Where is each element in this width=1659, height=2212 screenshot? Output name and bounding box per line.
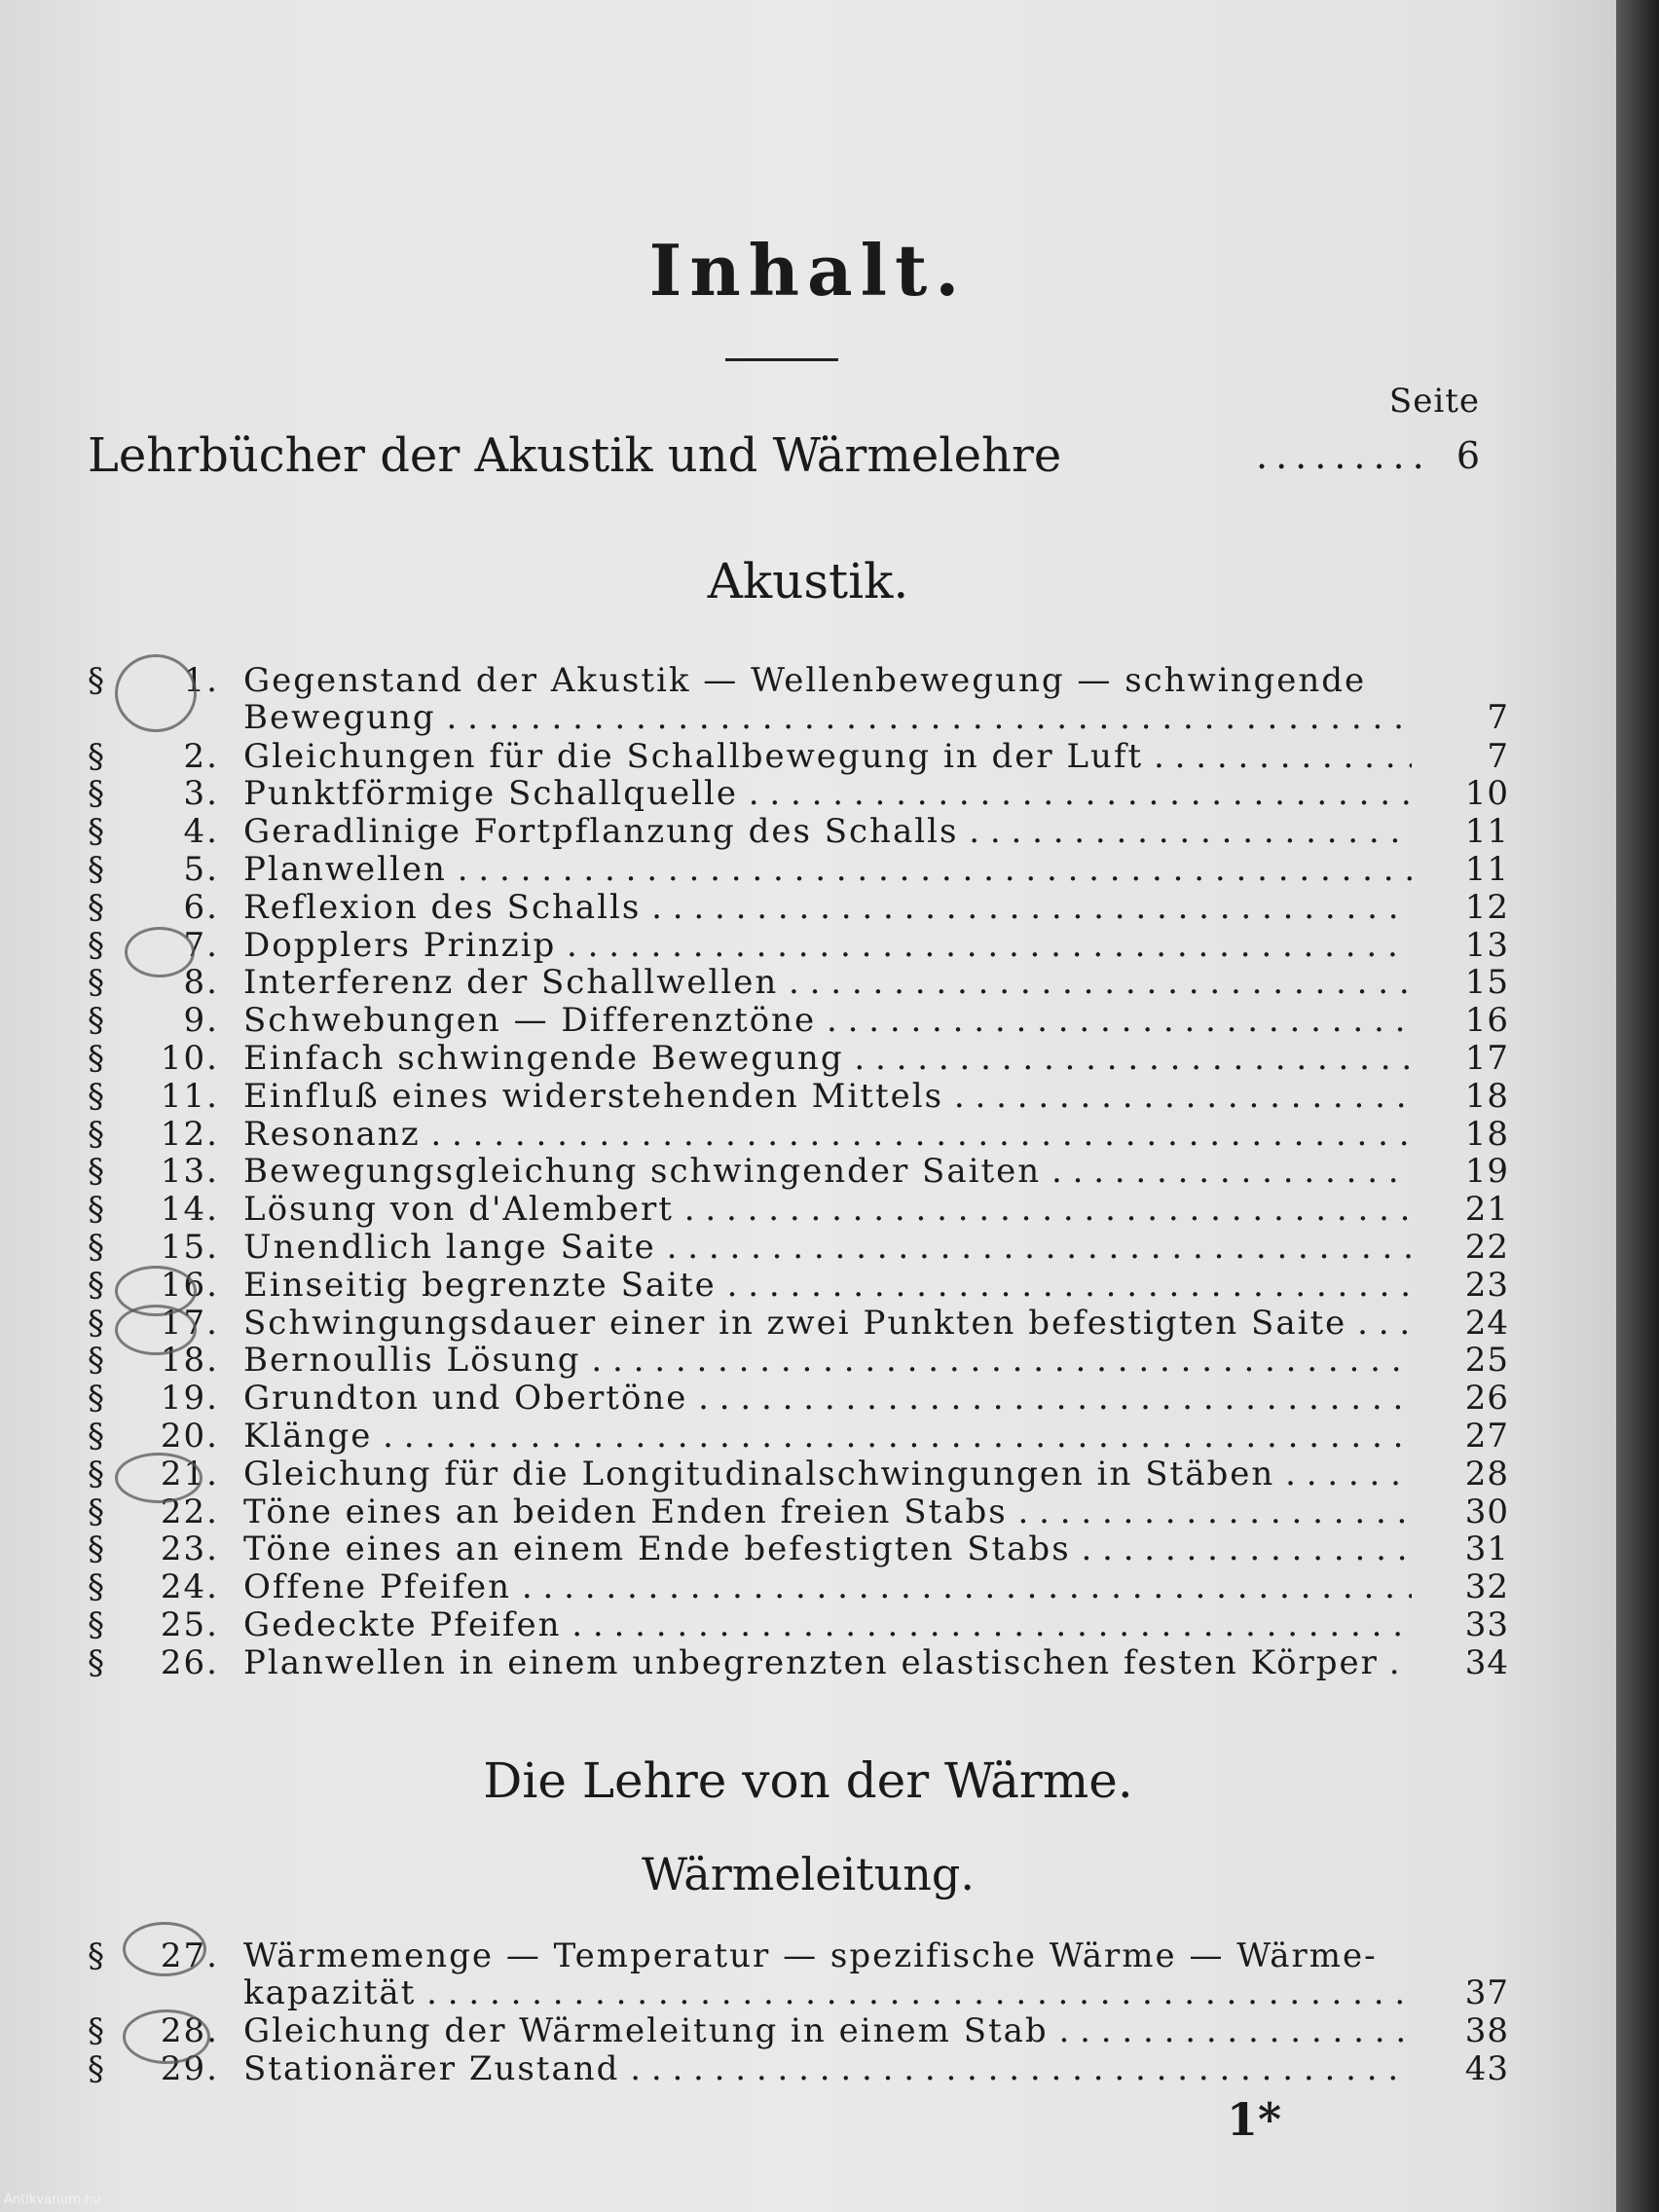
entry-title: Einfluß eines widerstehenden Mittels . . . — [243, 1078, 1412, 1115]
entry-page: 26 — [1464, 1379, 1509, 1419]
toc-entry — [88, 1002, 1509, 1039]
toc-entry — [88, 738, 1509, 775]
entry-page: 25 — [1464, 1341, 1509, 1381]
entry-number: 14. — [160, 1190, 219, 1230]
entry-number: 3. — [183, 774, 219, 814]
entry-number: 28. — [160, 2011, 219, 2050]
section-symbol: § — [88, 1530, 106, 1569]
entry-page: 19 — [1464, 1152, 1509, 1192]
entry-page: 11 — [1464, 812, 1509, 852]
entry-title: Bewegungsgleichung schwingender Saiten . . . — [243, 1153, 1412, 1190]
toc-entry — [88, 1191, 1509, 1228]
entry-title: Töne eines an beiden Enden freien Stabs . . . — [243, 1493, 1412, 1530]
entry-number: 5. — [183, 850, 219, 889]
toc-entry — [88, 1040, 1509, 1077]
pencil-circle — [123, 1922, 206, 1976]
entry-page: 18 — [1464, 1114, 1509, 1154]
entry-title: Schwebungen — Differenztöne . . . — [243, 1002, 1412, 1039]
entry-number: 26. — [160, 1642, 219, 1682]
pencil-circle — [115, 654, 197, 732]
entry-page: 12 — [1464, 887, 1509, 927]
toc-entry — [88, 1267, 1509, 1304]
section-symbol: § — [88, 1190, 106, 1230]
section-heading-waermeleitung: Wärmeleitung. — [642, 1848, 975, 1900]
entry-number: 22. — [160, 1492, 219, 1531]
entry-number: 23. — [160, 1530, 219, 1569]
book-edge — [1616, 0, 1659, 2212]
entry-page: 7 — [1487, 698, 1509, 737]
toc-entry — [88, 1229, 1509, 1266]
toc-entry — [88, 2012, 1509, 2049]
entry-page: 24 — [1464, 1303, 1509, 1343]
section-symbol: § — [88, 1265, 106, 1305]
toc-entry — [88, 1342, 1509, 1379]
entry-title: Lösung von d'Alembert . . . — [243, 1191, 1412, 1228]
entry-title: Stationärer Zustand . . . — [243, 2050, 1412, 2087]
section-symbol: § — [88, 1303, 106, 1343]
toc-entry — [88, 1456, 1509, 1493]
pencil-circle — [115, 1453, 203, 1503]
section-symbol: § — [88, 963, 106, 1003]
entry-page: 32 — [1464, 1567, 1509, 1607]
toc-entry — [88, 1116, 1509, 1153]
toc-entry — [88, 1305, 1509, 1342]
entry-title: Gegenstand der Akustik — Wellenbewegung — schwingende — [243, 662, 1367, 699]
toc-entry — [88, 1493, 1509, 1530]
entry-title: Punktförmige Schallquelle . . . — [243, 775, 1412, 812]
entry-page: 7 — [1487, 736, 1509, 776]
entry-page: 15 — [1464, 963, 1509, 1003]
entry-title: Dopplers Prinzip . . . — [243, 927, 1412, 964]
section-heading-lehre: Die Lehre von der Wärme. — [483, 1752, 1133, 1809]
entry-title: Planwellen . . . — [243, 851, 1412, 888]
entry-title-continued: kapazität . . . — [243, 1974, 1412, 2011]
section-symbol: § — [88, 1454, 106, 1493]
entry-number: 29. — [160, 2048, 219, 2088]
entry-title: Wärmemenge — Temperatur — spezifische Wärme — Wärme- — [243, 1937, 1378, 1974]
intro-leader: ......... — [1256, 434, 1432, 477]
entry-title: Reflexion des Schalls . . . — [243, 889, 1412, 926]
entry-page: 38 — [1464, 2011, 1509, 2050]
entry-number: 9. — [183, 1001, 219, 1041]
section-symbol: § — [88, 736, 106, 776]
entry-title: Unendlich lange Saite . . . — [243, 1229, 1412, 1266]
toc-entry — [88, 1418, 1509, 1455]
entry-title: Einfach schwingende Bewegung . . . — [243, 1040, 1412, 1077]
entry-number: 20. — [160, 1417, 219, 1456]
toc-entry — [88, 927, 1509, 964]
toc-entry — [88, 1380, 1509, 1417]
section-symbol: § — [88, 925, 106, 965]
toc-entry — [88, 1568, 1509, 1605]
entry-number: 19. — [160, 1379, 219, 1419]
section-symbol: § — [88, 2048, 106, 2088]
toc-entry — [88, 1936, 1509, 2012]
section-symbol: § — [88, 1605, 106, 1644]
toc-entry — [88, 1530, 1509, 1567]
entry-page: 21 — [1464, 1190, 1509, 1230]
entry-page: 37 — [1464, 1973, 1509, 2012]
entry-number: 15. — [160, 1228, 219, 1267]
toc-entry — [88, 813, 1509, 850]
entry-title: Töne eines an einem Ende befestigten Stabs . . . — [243, 1530, 1412, 1567]
pencil-circle — [125, 927, 195, 977]
pencil-circle — [115, 1305, 197, 1355]
entry-number: 2. — [183, 736, 219, 776]
toc-entry — [88, 2050, 1509, 2087]
intro-entry — [88, 428, 1480, 487]
entry-page: 22 — [1464, 1228, 1509, 1267]
section-symbol: § — [88, 1417, 106, 1456]
entry-number: 24. — [160, 1567, 219, 1607]
entry-number: 10. — [160, 1039, 219, 1078]
entry-number: 1. — [183, 661, 219, 700]
entry-title: Grundton und Obertöne . . . — [243, 1380, 1412, 1417]
toc-entry — [88, 775, 1509, 812]
section-symbol: § — [88, 1379, 106, 1419]
section-symbol: § — [88, 850, 106, 889]
toc-entry — [88, 889, 1509, 926]
page-title: Inhalt. — [648, 229, 968, 312]
entry-title: Resonanz . . . — [243, 1116, 1412, 1153]
section-symbol: § — [88, 1567, 106, 1607]
section-symbol: § — [88, 1936, 106, 1975]
toc-entry — [88, 661, 1509, 737]
section-symbol: § — [88, 1492, 106, 1531]
section-symbol: § — [88, 1152, 106, 1192]
watermark: Antikvarium.hu — [4, 2193, 101, 2207]
section-symbol: § — [88, 1076, 106, 1116]
folio-mark: 1* — [1227, 2093, 1282, 2146]
section-symbol: § — [88, 1228, 106, 1267]
page-column-label: Seite — [1388, 382, 1480, 421]
entry-number: 12. — [160, 1114, 219, 1154]
intro-page: 6 — [1456, 434, 1480, 477]
entry-title: Interferenz der Schallwellen . . . — [243, 964, 1412, 1001]
entry-number: 27. — [160, 1936, 219, 1975]
entry-title: Offene Pfeifen . . . — [243, 1568, 1412, 1605]
entry-page: 18 — [1464, 1076, 1509, 1116]
entry-page: 33 — [1464, 1605, 1509, 1644]
entry-page: 23 — [1464, 1265, 1509, 1305]
pencil-circle — [123, 2009, 210, 2064]
entry-title: Gedeckte Pfeifen . . . — [243, 1606, 1412, 1643]
entry-page: 31 — [1464, 1530, 1509, 1569]
entry-number: 7. — [183, 925, 219, 965]
entry-page: 34 — [1464, 1642, 1509, 1682]
section-symbol: § — [88, 887, 106, 927]
section-symbol: § — [88, 1039, 106, 1078]
entry-title: Planwellen in einem unbegrenzten elastischen festen Körper . . . — [243, 1644, 1412, 1681]
entry-page: 17 — [1464, 1039, 1509, 1078]
entry-title: Klänge . . . — [243, 1418, 1412, 1455]
section-symbol: § — [88, 661, 106, 700]
entry-number: 16. — [160, 1265, 219, 1305]
entry-number: 25. — [160, 1605, 219, 1644]
toc-entry — [88, 851, 1509, 888]
entry-number: 8. — [183, 963, 219, 1003]
section-symbol: § — [88, 1341, 106, 1381]
entry-title-continued: Bewegung . . . — [243, 699, 1412, 736]
toc-entry — [88, 1078, 1509, 1115]
entry-title: Gleichung der Wärmeleitung in einem Stab . . . — [243, 2012, 1412, 2049]
section-symbol: § — [88, 1114, 106, 1154]
toc-entry — [88, 1606, 1509, 1643]
entry-page: 27 — [1464, 1417, 1509, 1456]
entry-page: 16 — [1464, 1001, 1509, 1041]
section-symbol: § — [88, 774, 106, 814]
title-rule — [725, 358, 838, 361]
entry-number: 4. — [183, 812, 219, 852]
entry-page: 43 — [1464, 2048, 1509, 2088]
section-symbol: § — [88, 2011, 106, 2050]
entry-number: 18. — [160, 1341, 219, 1381]
section-heading-akustik: Akustik. — [707, 553, 909, 609]
entry-title: Gleichungen für die Schallbewegung in der Luft . . . — [243, 738, 1412, 775]
toc-entry — [88, 1644, 1509, 1681]
section-symbol: § — [88, 812, 106, 852]
entry-number: 11. — [160, 1076, 219, 1116]
entry-title: Bernoullis Lösung . . . — [243, 1342, 1412, 1379]
entry-title: Geradlinige Fortpflanzung des Schalls . . . — [243, 813, 1412, 850]
entry-page: 13 — [1464, 925, 1509, 965]
entry-title: Einseitig begrenzte Saite . . . — [243, 1267, 1412, 1304]
entry-number: 17. — [160, 1303, 219, 1343]
entry-number: 13. — [160, 1152, 219, 1192]
entry-page: 28 — [1464, 1454, 1509, 1493]
toc-entry — [88, 1153, 1509, 1190]
intro-label: Lehrbücher der Akustik und Wärmelehre — [88, 428, 1062, 483]
entry-page: 30 — [1464, 1492, 1509, 1531]
section-symbol: § — [88, 1001, 106, 1041]
section-symbol: § — [88, 1642, 106, 1682]
entry-page: 11 — [1464, 850, 1509, 889]
entry-title: Schwingungsdauer einer in zwei Punkten befestigten Saite . . . — [243, 1305, 1412, 1342]
toc-entry — [88, 964, 1509, 1001]
entry-number: 6. — [183, 887, 219, 927]
entry-number: 21. — [160, 1454, 219, 1493]
entry-title: Gleichung für die Longitudinalschwingungen in Stäben . . . — [243, 1456, 1412, 1493]
entry-page: 10 — [1464, 774, 1509, 814]
